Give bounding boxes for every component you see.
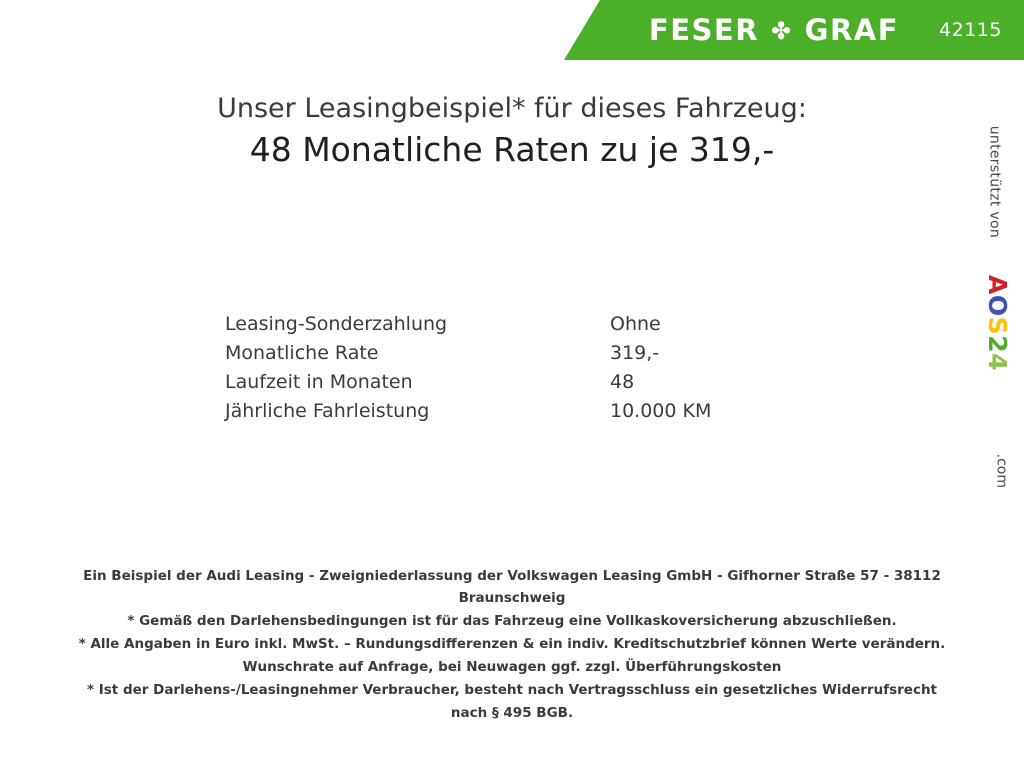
aos24-logo-letter: O: [983, 294, 1012, 317]
title-subheading: Unser Leasingbeispiel* für dieses Fahrzeug:: [217, 93, 807, 124]
page-title: [0, 92, 1024, 172]
aos24-logo-letter: 4: [983, 353, 1012, 371]
brand-name-second: GRAF: [804, 13, 900, 47]
detail-value: Ohne: [610, 313, 661, 335]
detail-label: Monatliche Rate: [225, 342, 379, 364]
detail-value: 48: [610, 371, 635, 393]
detail-value: 319,-: [610, 342, 660, 364]
dealer-id: 42115: [939, 19, 1002, 41]
supported-by-label: unterstützt von: [986, 125, 1002, 238]
legal-line: Ein Beispiel der Audi Leasing - Zweigniederlassung der Volkswagen Leasing GmbH - Gifhorner Straße 57 - 38112: [83, 567, 941, 584]
aos24-domain: .com: [993, 453, 1009, 488]
legal-line: nach § 495 BGB.: [450, 705, 574, 722]
table-row: [225, 342, 711, 371]
detail-label: Leasing-Sonderzahlung: [225, 313, 448, 335]
aos24-logo-letter: A: [983, 275, 1012, 295]
detail-label: Jährliche Fahrleistung: [225, 400, 430, 422]
legal-line: * Gemäß den Darlehensbedingungen ist für das Fahrzeug eine Vollkaskoversicherung abzuschließen.: [127, 613, 897, 630]
leasing-details-table: [225, 313, 711, 429]
legal-line: Wunschrate auf Anfrage, bei Neuwagen ggf. zzgl. Überführungskosten: [242, 659, 782, 676]
legal-line: Braunschweig: [458, 590, 566, 607]
legal-footer: [0, 566, 1024, 726]
clover-icon: ✤: [771, 17, 793, 45]
legal-line: * Alle Angaben in Euro inkl. MwSt. – Rundungsdifferenzen & ein indiv. Kreditschutzbrief können Werte verändern.: [78, 636, 946, 653]
detail-label: Laufzeit in Monaten: [225, 371, 413, 393]
table-row: [225, 371, 711, 400]
aos24-logo: [983, 275, 1012, 371]
title-heading: 48 Monatliche Raten zu je 319,-: [249, 129, 775, 169]
table-row: [225, 313, 711, 342]
brand-name-first: FESER: [648, 13, 760, 47]
brand-logo: [649, 13, 899, 47]
aos24-logo-letter: S: [983, 316, 1012, 336]
aos24-logo-letter: 2: [983, 335, 1012, 354]
detail-value: 10.000 KM: [610, 400, 712, 422]
legal-line: * Ist der Darlehens-/Leasingnehmer Verbraucher, besteht nach Vertragsschluss ein gesetzliches Widerrufsrecht: [86, 682, 938, 699]
partner-strip: [983, 125, 1018, 538]
table-row: [225, 400, 711, 429]
header-banner: [600, 0, 1024, 60]
